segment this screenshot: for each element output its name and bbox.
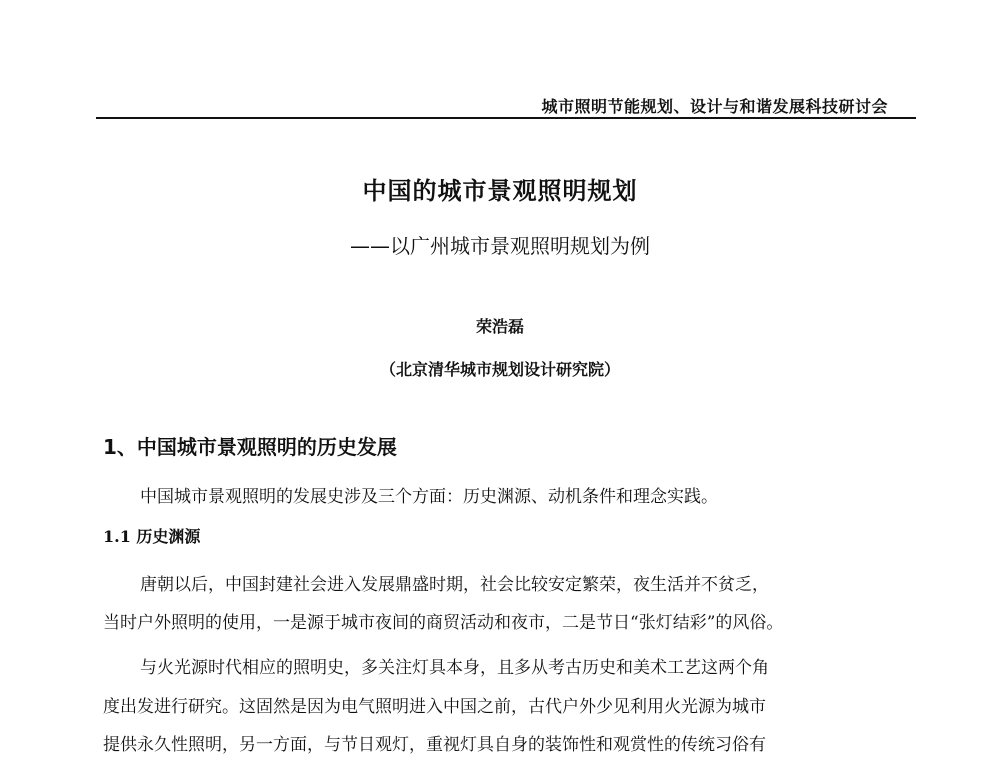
section-intro: 中国城市景观照明的发展史涉及三个方面：历史渊源、动机条件和理念实践。 [140, 487, 718, 507]
subsection-heading: 1.1 历史渊源 [103, 527, 201, 546]
author-name: 荣浩磊 [475, 317, 524, 336]
author-affiliation: （北京清华城市规划设计研究院） [379, 360, 620, 379]
paper-title: 中国的城市景观照明规划 [362, 177, 638, 205]
header-rule [96, 117, 916, 119]
paragraph-line: 与火光源时代相应的照明史，多关注灯具本身，且多从考古历史和美术工艺这两个角 [140, 658, 769, 678]
paragraph-line: 度出发进行研究。这固然是因为电气照明进入中国之前，古代户外少见利用火光源为城市 [103, 697, 766, 717]
paragraph-line: 提供永久性照明，另一方面，与节日观灯，重视灯具自身的装饰性和观赏性的传统习俗有 [103, 735, 766, 755]
paragraph-line: 唐朝以后，中国封建社会进入发展鼎盛时期，社会比较安定繁荣，夜生活并不贫乏， [140, 575, 769, 595]
section-heading: 1、中国城市景观照明的历史发展 [103, 435, 397, 459]
running-header: 城市照明节能规划、设计与和谐发展科技研讨会 [541, 97, 888, 116]
paper-subtitle: ——以广州城市景观照明规划为例 [350, 234, 650, 258]
paragraph-line: 当时户外照明的使用，一是源于城市夜间的商贸活动和夜市，二是节日“张灯结彩”的风俗。 [103, 613, 784, 633]
